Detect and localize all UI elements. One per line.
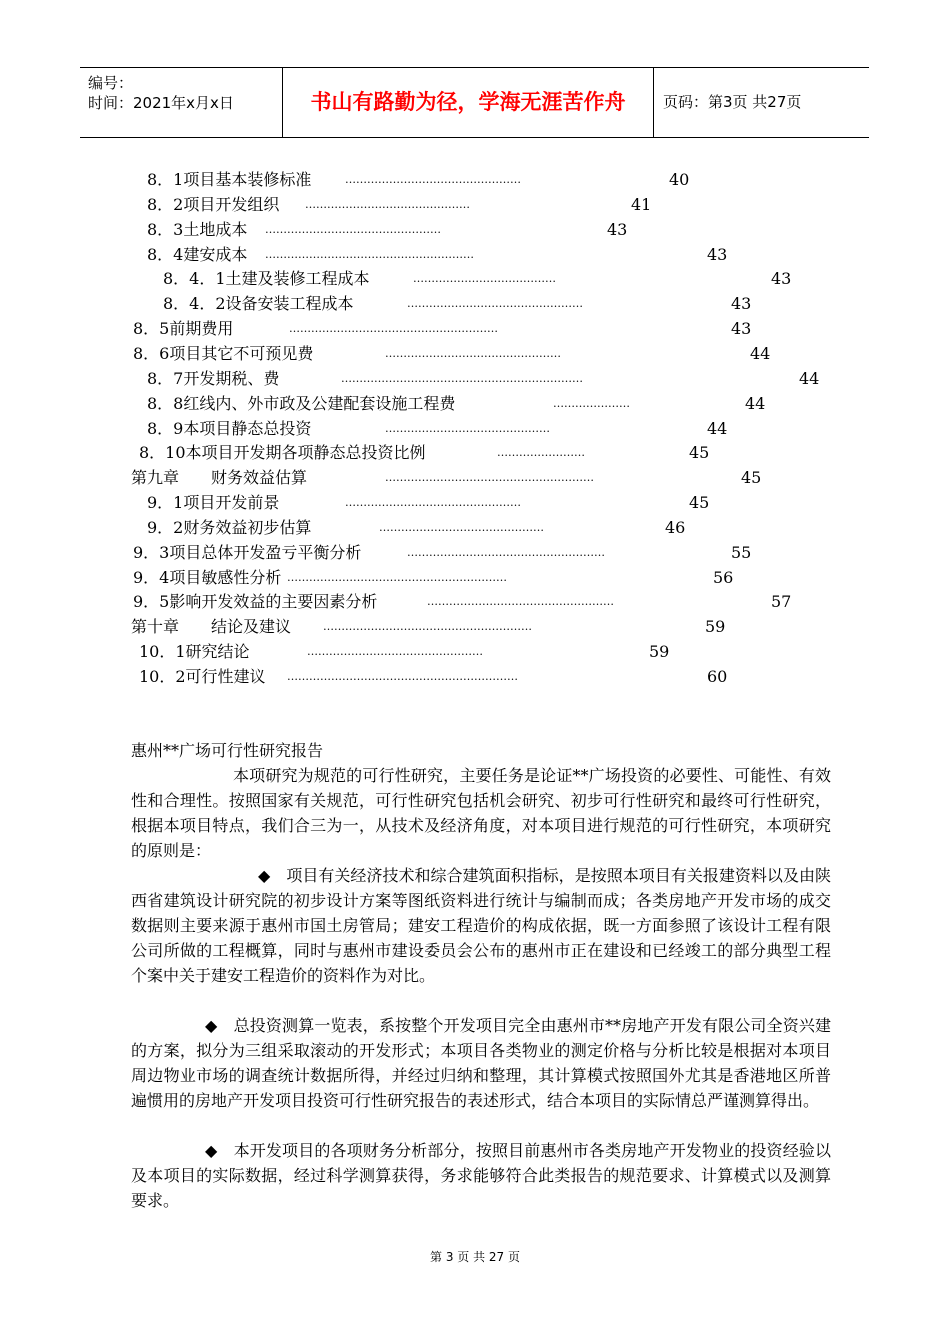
toc-entry-leader: ……………………………………… (305, 197, 470, 211)
toc-entry-title: 9．4项目敏感性分析 (133, 567, 282, 587)
page-footer: 第 3 页 共 27 页 (430, 1250, 520, 1264)
toc-entry-leader: ……………………………………………… (407, 545, 605, 559)
toc-entry-title: 8．4建安成本 (147, 244, 248, 264)
toc-entry-leader: ………………………………………………… (323, 620, 532, 634)
toc-entry-page: 44 (750, 343, 771, 363)
serial-label: 编号： (88, 74, 134, 92)
toc-entry[interactable] (0, 542, 950, 564)
toc-entry-title: 9．2财务效益初步估算 (147, 517, 312, 537)
toc-entry-title: 9．1项目开发前景 (147, 493, 280, 513)
toc-entry[interactable] (0, 591, 950, 613)
toc-entry-leader: ………………………………………………… (265, 247, 474, 261)
toc-entry-page: 40 (669, 170, 690, 189)
toc-entry-title: 8．1项目基本装修标准 (147, 170, 312, 189)
toc-entry-title: 8．9本项目静态总投资 (147, 418, 312, 438)
header-page-info: 页码：第3页 共27页 (663, 93, 802, 111)
toc-entry-leader: ………………………………………… (307, 645, 483, 659)
toc-entry[interactable] (0, 293, 950, 315)
toc-entry-title: 第十章 结论及建议 (131, 617, 292, 637)
toc-entry[interactable] (0, 244, 950, 266)
toc-entry[interactable] (0, 567, 950, 589)
toc-entry-leader: ………………………………………………… (385, 471, 594, 485)
toc-entry-page: 45 (689, 493, 710, 513)
toc-entry-title: 8．4．2设备安装工程成本 (163, 294, 354, 314)
toc-entry-title: 9．5影响开发效益的主要因素分析 (133, 592, 378, 612)
toc-entry-page: 45 (741, 468, 762, 488)
bullet-paragraph-1: ◆ 项目有关经济技术和综合建筑面积指标，是按照本项目有关报建资料以及由陕西省建筑设计研究院的初步设计方案等图纸资料进行统计与编制而成；各类房地产开发市场的成交数据则主要来源于惠州市国土房管局；建安工程造价的构成依据，既一方面参照了该设计工程有限公司所做的工程概算，同时与惠州市建设委员会公布的惠州市正在建设和已经竣工的部分典型工程个案中关于建安工程造价的资料作为对比。 (131, 866, 831, 985)
toc-entry-page: 46 (665, 517, 686, 537)
toc-entry[interactable] (0, 467, 950, 489)
toc-entry-title: 8．10本项目开发期各项静态总投资比例 (139, 443, 426, 463)
page-header (80, 67, 869, 138)
toc-entry-page: 44 (707, 418, 728, 438)
toc-entry[interactable] (0, 268, 950, 290)
toc-entry-leader: ………………………………………… (407, 297, 583, 311)
toc-entry-title: 8．3土地成本 (147, 219, 248, 239)
toc-entry-page: 60 (707, 667, 728, 686)
bullet-paragraph-2: ◆ 总投资测算一览表，系按整个开发项目完全由惠州市**房地产开发有限公司全资兴建的方案，拟分为三组采取滚动的开发形式；本项目各类物业的测定价格与分析比较是根据对本项目周边物业市场的调查统计数据所得，并经过归纳和整理，其计算模式按照国外尤其是香港地区所普遍惯用的房地产开发项目投资可行性研究报告的表述形式，结合本项目的实际情总严谨测算得出。 (131, 1016, 831, 1110)
header-meta-cell (80, 68, 283, 137)
toc-entry-leader: ………………………………………… (345, 496, 521, 510)
toc-entry-leader: ………………… (553, 396, 630, 410)
bullet-paragraph-3: ◆ 本开发项目的各项财务分析部分，按照目前惠州市各类房地产开发物业的投资经验以及本项目的实际数据，经过科学测算获得，务求能够符合此类报告的规范要求、计算模式以及测算要求。 (131, 1141, 831, 1210)
toc-entry[interactable] (0, 194, 950, 216)
toc-entry[interactable] (0, 219, 950, 241)
toc-entry[interactable] (0, 641, 950, 663)
toc-entry-title: 8．6项目其它不可预见费 (133, 343, 314, 363)
toc-entry-page: 55 (731, 542, 752, 562)
toc-entry-title: 8．5前期费用 (133, 319, 234, 339)
toc-entry-page: 57 (771, 592, 792, 612)
toc-entry-page: 59 (705, 617, 726, 637)
toc-entry-page: 43 (731, 294, 752, 314)
toc-entry[interactable] (0, 666, 950, 688)
header-motto: 书山有路勤为径，学海无涯苦作舟 (283, 68, 654, 137)
report-title: 惠州**广场可行性研究报告 (131, 741, 324, 760)
toc-entry[interactable] (0, 368, 950, 390)
toc-entry-page: 44 (799, 368, 820, 388)
toc-entry[interactable] (0, 442, 950, 464)
toc-entry-leader: ……………………………………… (385, 421, 550, 435)
toc-entry-page: 43 (707, 244, 728, 264)
toc-entry-title: 8．8红线内、外市政及公建配套设施工程费 (147, 393, 456, 413)
toc-entry[interactable] (0, 418, 950, 440)
toc-entry-page: 56 (713, 567, 734, 587)
toc-entry-leader: …………………………………………… (427, 595, 614, 609)
toc-entry-leader: ………………………………………………………… (341, 371, 583, 385)
toc-entry[interactable] (0, 393, 950, 415)
toc-entry-page: 45 (689, 443, 710, 463)
toc-entry-leader: ………………………………………… (265, 222, 441, 236)
intro-paragraph: 本项研究为规范的可行性研究，主要任务是论证**广场投资的必要性、可能性、有效性和合理性。按照国家有关规范，可行性研究包括机会研究、初步可行性研究和最终可行性研究，根据本项目特点，我们合三为一，从技术及经济角度，对本项目进行规范的可行性研究，本项研究的原则是： (131, 766, 831, 860)
toc-entry-leader: ………………………………… (413, 272, 556, 286)
toc-entry-title: 第九章 财务效益估算 (131, 468, 308, 488)
toc-entry-leader: ……………………………………… (379, 520, 544, 534)
toc-entry[interactable] (0, 492, 950, 514)
toc-entry-title: 10．2可行性建议 (139, 667, 266, 686)
toc-entry-title: 9．3项目总体开发盈亏平衡分析 (133, 542, 362, 562)
toc-entry-leader: ………………………………………… (385, 346, 561, 360)
toc-entry[interactable] (0, 616, 950, 638)
toc-entry[interactable] (0, 343, 950, 365)
toc-entry-leader: ……………………………………………………… (287, 670, 518, 683)
toc-entry-page: 59 (649, 642, 670, 662)
toc-entry-title: 8．2项目开发组织 (147, 194, 280, 214)
toc-entry-leader: ………………………………………… (345, 173, 521, 186)
toc-entry-page: 44 (745, 393, 766, 413)
toc-entry-page: 43 (771, 269, 792, 289)
toc-entry-leader: …………………… (497, 446, 585, 460)
toc-entry-title: 10．1研究结论 (139, 642, 250, 662)
toc-entry-page: 43 (731, 319, 752, 339)
toc-entry-page: 41 (631, 194, 652, 214)
toc-entry-title: 8．7开发期税、费 (147, 368, 280, 388)
toc-entry[interactable] (0, 318, 950, 340)
time-label: 时间：2021年x月x日 (88, 94, 234, 112)
toc-entry-page: 43 (607, 219, 628, 239)
toc-entry-leader: ………………………………………………… (289, 322, 498, 336)
toc-entry[interactable] (0, 169, 950, 191)
toc-entry-title: 8．4．1土建及装修工程成本 (163, 269, 370, 289)
toc-entry-leader: …………………………………………………… (287, 570, 507, 584)
toc-entry[interactable] (0, 517, 950, 539)
